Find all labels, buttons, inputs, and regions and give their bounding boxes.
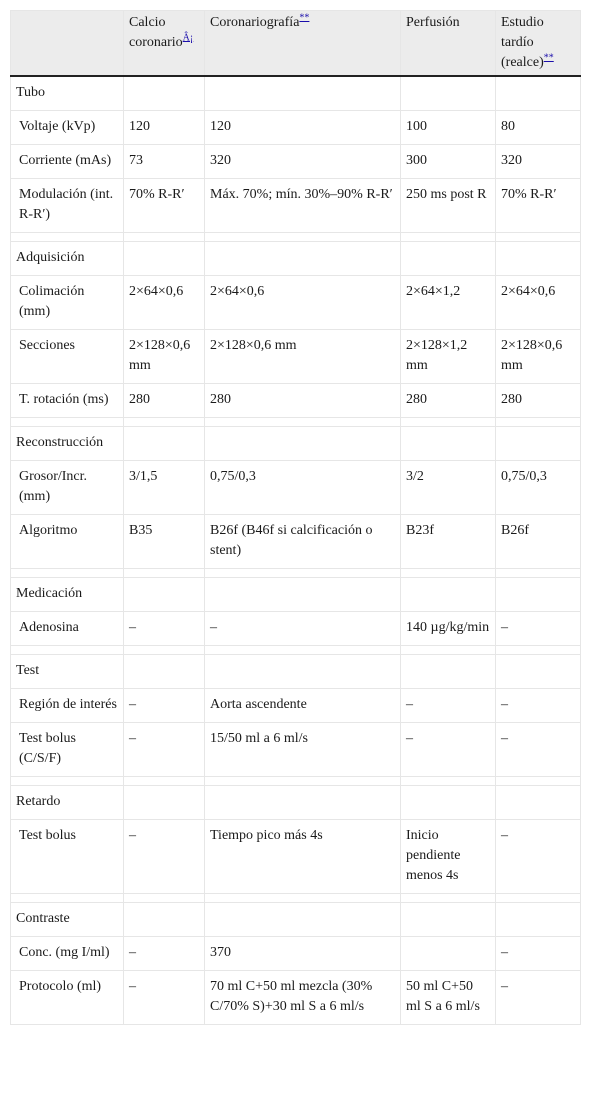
table-cell: 70% R-R′ [124, 179, 205, 233]
row-label: Conc. (mg I/ml) [11, 937, 124, 971]
table-cell: – [401, 689, 496, 723]
table-cell: – [124, 612, 205, 646]
row-label: Región de interés [11, 689, 124, 723]
table-cell: 3/1,5 [124, 461, 205, 515]
table-row [11, 723, 581, 777]
section-title: Reconstrucción [11, 427, 124, 461]
section-title: Medicación [11, 578, 124, 612]
table-cell: 0,75/0,3 [205, 461, 401, 515]
header-param [11, 11, 124, 77]
table-row [11, 689, 581, 723]
table-cell: – [496, 612, 581, 646]
table-cell: 70% R-R′ [496, 179, 581, 233]
table-cell: 2×128×0,6 mm [496, 330, 581, 384]
row-label: Colimación (mm) [11, 276, 124, 330]
table-cell: – [124, 820, 205, 894]
section-row-reconstruccion [11, 427, 581, 461]
footnote-link-coro[interactable]: ** [299, 12, 310, 24]
row-label: Test bolus (C/S/F) [11, 723, 124, 777]
section-row-retardo [11, 786, 581, 820]
table-cell: – [124, 971, 205, 1025]
table-cell: 320 [205, 145, 401, 179]
table-cell: 2×64×0,6 [496, 276, 581, 330]
table-cell: 80 [496, 111, 581, 145]
table-cell: B35 [124, 515, 205, 569]
table-cell: – [124, 689, 205, 723]
header-calcio [124, 11, 205, 77]
table-cell: 370 [205, 937, 401, 971]
table-cell: 50 ml C+50 ml S a 6 ml/s [401, 971, 496, 1025]
table-cell: 2×128×0,6 mm [124, 330, 205, 384]
table-row [11, 820, 581, 894]
spacer-row [11, 233, 581, 242]
table-cell: – [124, 937, 205, 971]
table-cell: – [496, 937, 581, 971]
table-cell: 70 ml C+50 ml mezcla (30% C/70% S)+30 ml S a 6 ml/s [205, 971, 401, 1025]
table-cell: 73 [124, 145, 205, 179]
section-title: Adquisición [11, 242, 124, 276]
header-perfusion-label: Perfusión [406, 15, 460, 30]
section-title: Test [11, 655, 124, 689]
table-cell: Aorta ascendente [205, 689, 401, 723]
table-cell: – [401, 723, 496, 777]
spacer-row [11, 646, 581, 655]
table-row [11, 145, 581, 179]
table-row [11, 461, 581, 515]
table-cell: 100 [401, 111, 496, 145]
table-row [11, 330, 581, 384]
spacer-row [11, 569, 581, 578]
table-cell: 250 ms post R [401, 179, 496, 233]
section-title: Tubo [11, 76, 124, 111]
table-cell: Tiempo pico más 4s [205, 820, 401, 894]
table-cell: 0,75/0,3 [496, 461, 581, 515]
table-cell: 2×64×1,2 [401, 276, 496, 330]
table-row [11, 111, 581, 145]
section-row-tubo [11, 76, 581, 111]
table-cell: Máx. 70%; mín. 30%–90% R-R′ [205, 179, 401, 233]
table-cell: – [205, 612, 401, 646]
row-label: Voltaje (kVp) [11, 111, 124, 145]
row-label: Corriente (mAs) [11, 145, 124, 179]
row-label: T. rotación (ms) [11, 384, 124, 418]
spacer-row [11, 894, 581, 903]
header-calcio-label: Calcio coronario [129, 15, 183, 50]
table-cell: – [496, 723, 581, 777]
row-label: Modulación (int. R-R′) [11, 179, 124, 233]
footnote-link-calcio[interactable]: Â¡ [182, 32, 194, 44]
table-cell: 15/50 ml a 6 ml/s [205, 723, 401, 777]
section-row-test [11, 655, 581, 689]
table-cell: 2×128×1,2 mm [401, 330, 496, 384]
section-title: Contraste [11, 903, 124, 937]
table-cell: B23f [401, 515, 496, 569]
header-coronariografia [205, 11, 401, 77]
table-cell: 2×64×0,6 [124, 276, 205, 330]
row-label: Adenosina [11, 612, 124, 646]
section-row-adquisicion [11, 242, 581, 276]
table-cell: 120 [124, 111, 205, 145]
table-cell: B26f (B46f si calcificación o stent) [205, 515, 401, 569]
table-row [11, 612, 581, 646]
table-cell: 140 µg/kg/min [401, 612, 496, 646]
row-label: Algoritmo [11, 515, 124, 569]
header-coro-label: Coronariografía [210, 15, 300, 30]
header-tardio-label: Estudio tardío (realce) [501, 15, 544, 70]
table-cell: – [496, 689, 581, 723]
table-row [11, 971, 581, 1025]
row-label: Protocolo (ml) [11, 971, 124, 1025]
protocol-table [10, 10, 581, 1025]
table-cell: 280 [205, 384, 401, 418]
table-cell: 280 [496, 384, 581, 418]
table-cell: 2×128×0,6 mm [205, 330, 401, 384]
header-perfusion [401, 11, 496, 77]
table-cell: 2×64×0,6 [205, 276, 401, 330]
header-tardio [496, 11, 581, 77]
spacer-row [11, 418, 581, 427]
section-row-contraste [11, 903, 581, 937]
table-cell: – [496, 820, 581, 894]
row-label: Grosor/Incr. (mm) [11, 461, 124, 515]
spacer-row [11, 777, 581, 786]
table-row [11, 179, 581, 233]
table-row [11, 276, 581, 330]
section-row-medicacion [11, 578, 581, 612]
row-label: Test bolus [11, 820, 124, 894]
table-row [11, 515, 581, 569]
table-cell: – [496, 971, 581, 1025]
header-row [11, 11, 581, 77]
table-cell [401, 937, 496, 971]
table-cell: 280 [401, 384, 496, 418]
footnote-link-tardio[interactable]: ** [543, 52, 554, 64]
table-cell: Inicio pendiente menos 4s [401, 820, 496, 894]
table-cell: 3/2 [401, 461, 496, 515]
section-title: Retardo [11, 786, 124, 820]
table-cell: 320 [496, 145, 581, 179]
table-row [11, 937, 581, 971]
table-cell: 280 [124, 384, 205, 418]
table-cell: B26f [496, 515, 581, 569]
table-cell: 300 [401, 145, 496, 179]
table-cell: – [124, 723, 205, 777]
row-label: Secciones [11, 330, 124, 384]
table-row [11, 384, 581, 418]
table-cell: 120 [205, 111, 401, 145]
